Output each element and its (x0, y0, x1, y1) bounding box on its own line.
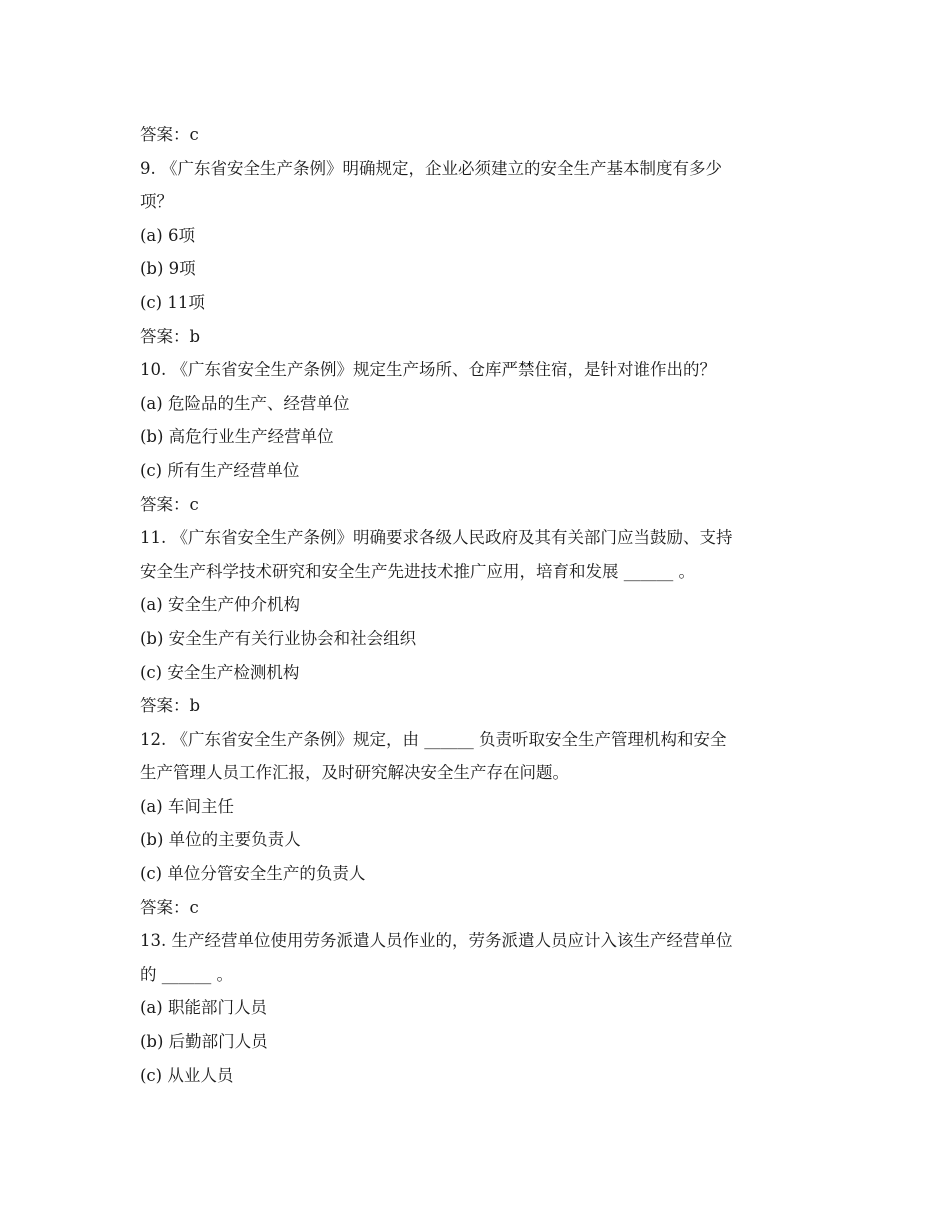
question-stem-line: 11. 《广东省安全生产条例》明确要求各级人民政府及其有关部门应当鼓励、支持 (140, 528, 733, 548)
option-c: (c) 11项 (140, 292, 205, 312)
option-a: (a) 6项 (140, 225, 195, 245)
question-11 (140, 521, 820, 723)
answer-line: 答案：b (140, 326, 201, 346)
answer-line: 答案：c (140, 125, 199, 144)
question-stem-line: 13. 生产经营单位使用劳务派遣人员作业的，劳务派遣人员应计入该生产经营单位 (140, 931, 733, 951)
question-stem-line: 生产管理人员工作汇报，及时研究解决安全生产存在问题。 (140, 763, 569, 783)
option-b: (b) 后勤部门人员 (140, 1032, 268, 1052)
question-9 (140, 152, 820, 354)
option-a: (a) 职能部门人员 (140, 998, 267, 1018)
option-c: (c) 安全生产检测机构 (140, 662, 300, 682)
answer-line: 答案：c (140, 897, 199, 917)
option-c: (c) 从业人员 (140, 1065, 234, 1085)
question-stem-line: 12. 《广东省安全生产条例》规定，由 ______ 负责听取安全生产管理机构和安全 (140, 729, 727, 749)
question-stem-line: 的 ______ 。 (140, 964, 233, 984)
option-c: (c) 单位分管安全生产的负责人 (140, 864, 366, 884)
question-stem-line: 安全生产科学技术研究和安全生产先进技术推广应用，培育和发展 ______ 。 (140, 561, 695, 581)
option-a: (a) 安全生产仲介机构 (140, 595, 300, 615)
question-stem-line: 9. 《广东省安全生产条例》明确规定，企业必须建立的安全生产基本制度有多少 (140, 158, 722, 178)
question-stem-line: 项？ (140, 192, 173, 212)
option-a: (a) 危险品的生产、经营单位 (140, 393, 350, 413)
question-13 (140, 924, 820, 1092)
option-b: (b) 9项 (140, 259, 196, 279)
option-c: (c) 所有生产经营单位 (140, 460, 300, 480)
question-12 (140, 723, 820, 925)
question-stem-line: 10. 《广东省安全生产条例》规定生产场所、仓库严禁住宿，是针对谁作出的？ (140, 360, 716, 380)
option-b: (b) 单位的主要负责人 (140, 830, 301, 850)
option-a: (a) 车间主任 (140, 796, 234, 816)
document-page (140, 118, 820, 1092)
answer-line: 答案：c (140, 494, 199, 514)
option-b: (b) 高危行业生产经营单位 (140, 427, 334, 447)
option-b: (b) 安全生产有关行业协会和社会组织 (140, 628, 417, 648)
question-10 (140, 353, 820, 521)
answer-line: 答案：b (140, 696, 201, 716)
